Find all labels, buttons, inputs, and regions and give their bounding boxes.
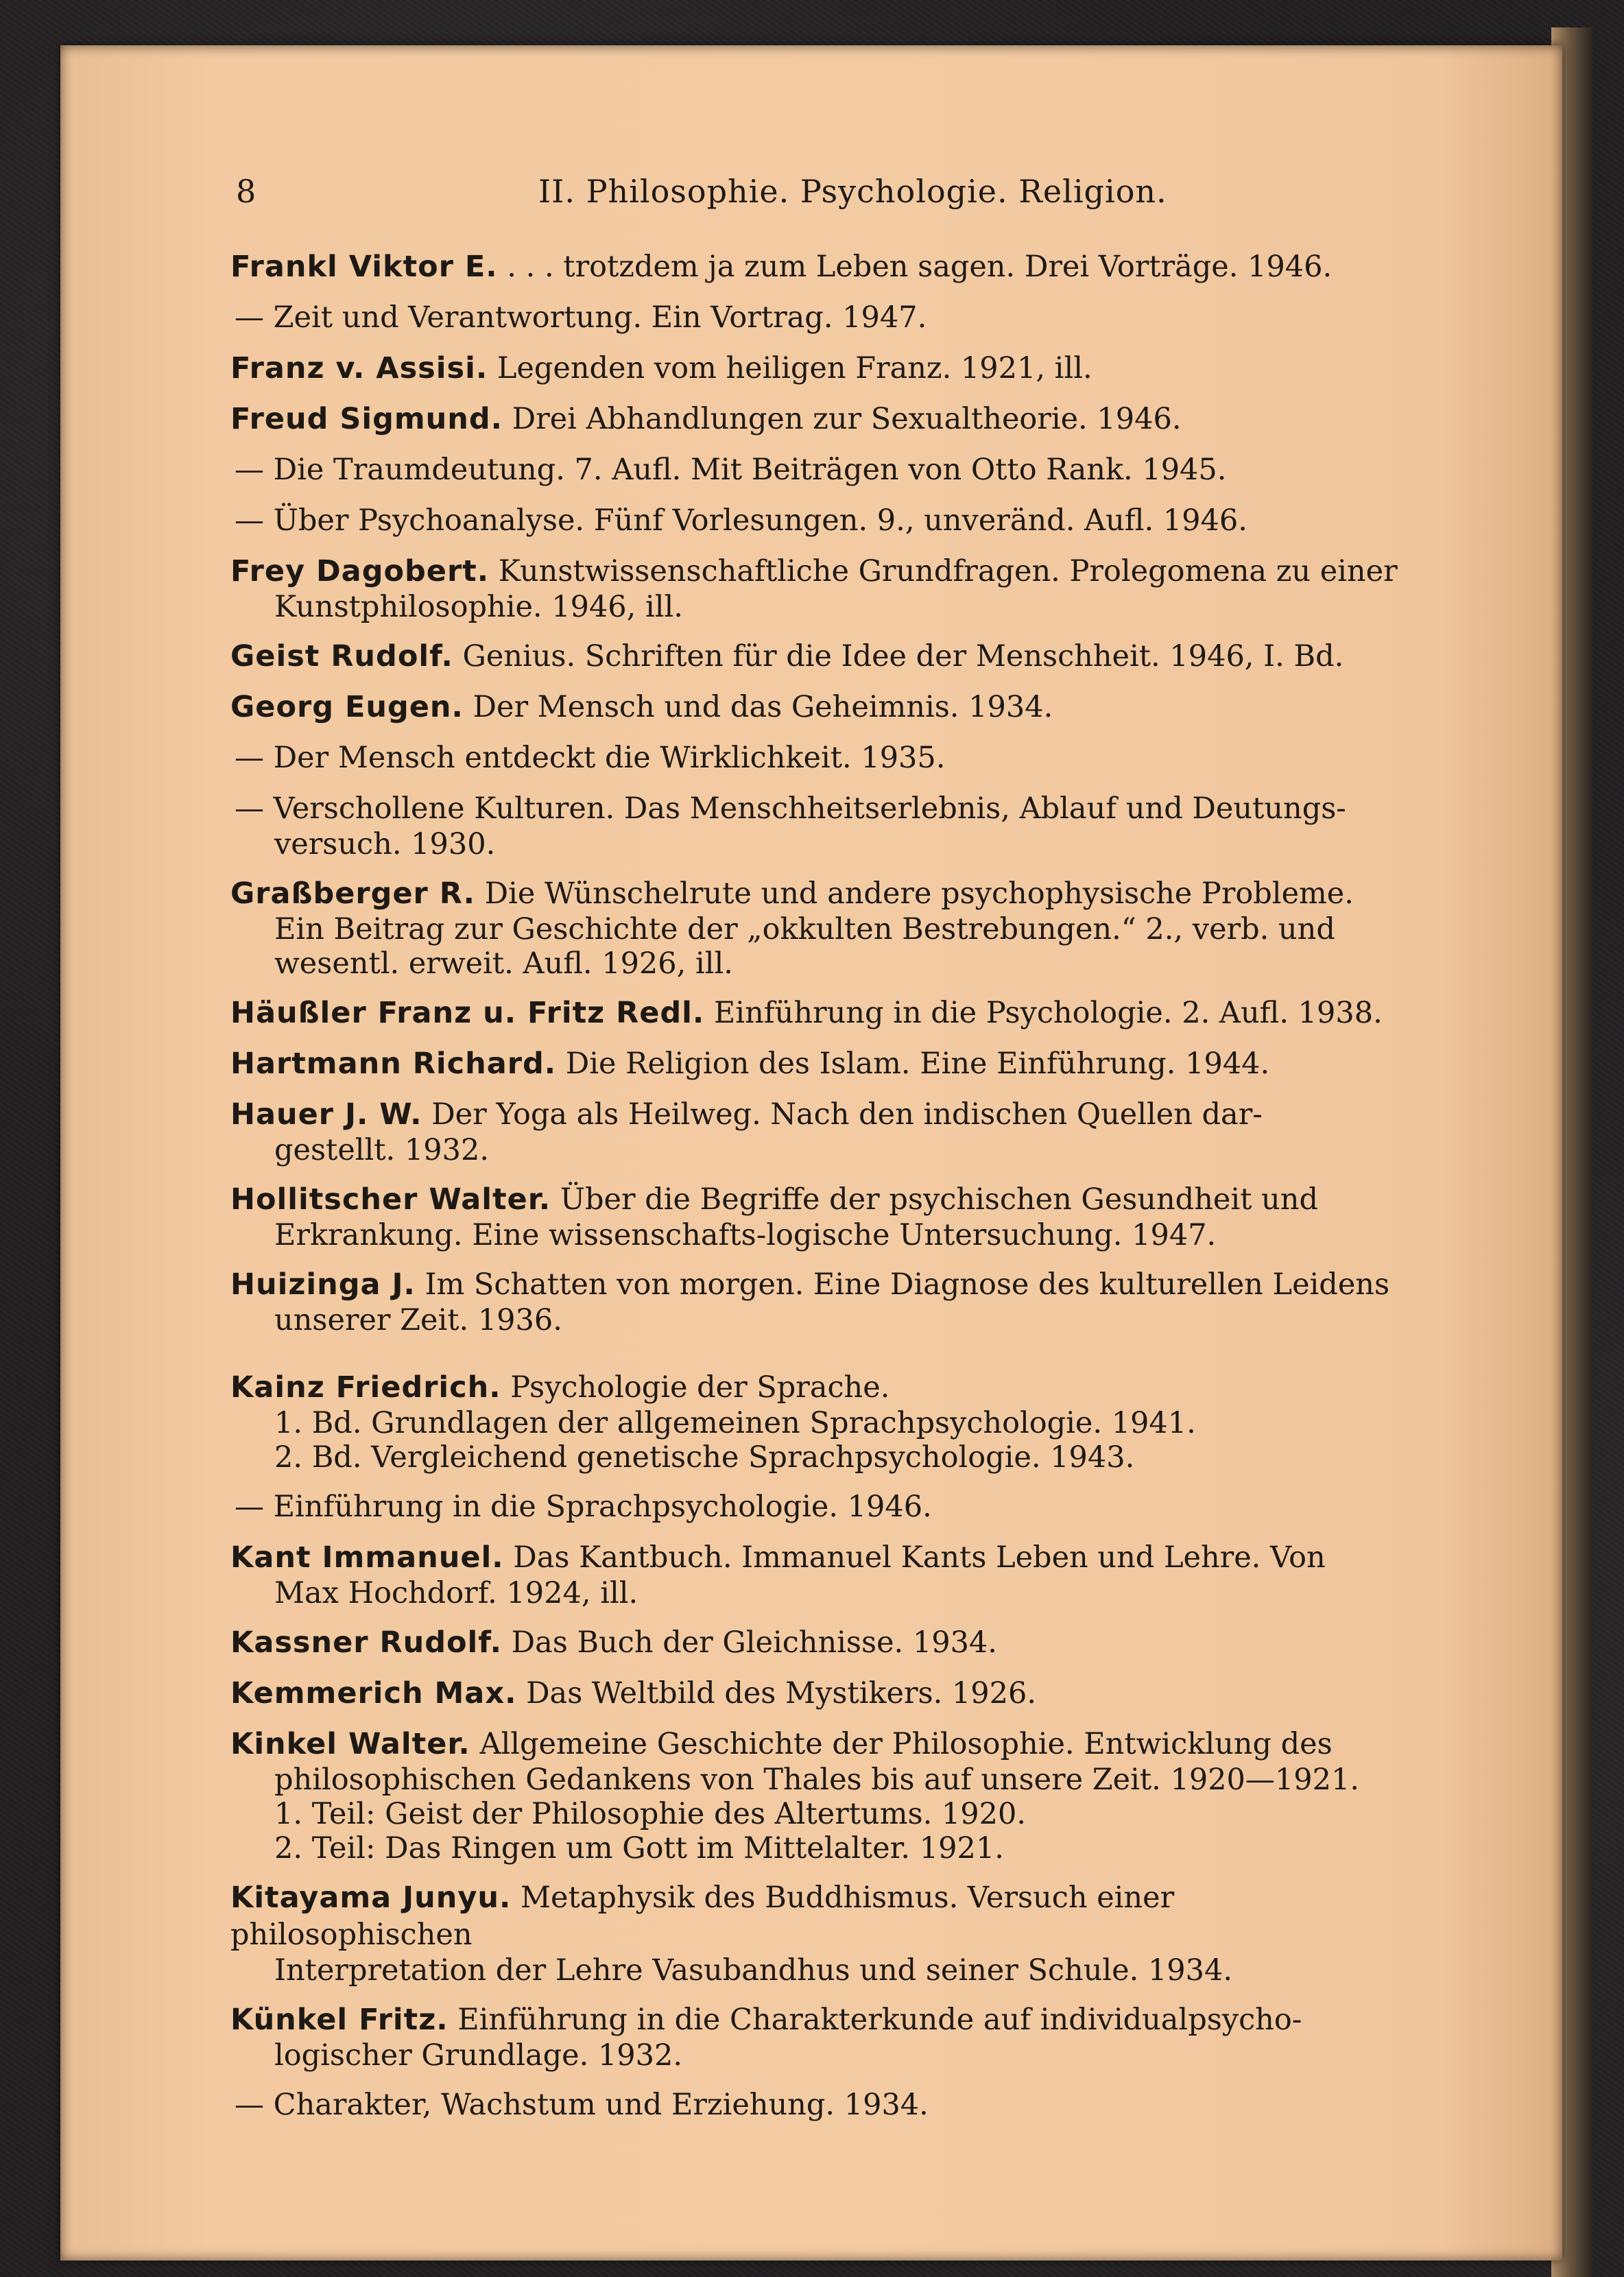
entry-continuation-line: Kunstphilosophie. 1946, ill. xyxy=(274,590,683,624)
entry-author: Frey Dagobert. xyxy=(230,554,490,588)
bibliography-entry xyxy=(230,553,1424,624)
entry-title: Der Mensch und das Geheimnis. 1934. xyxy=(473,690,1053,724)
bibliography-entry xyxy=(230,248,1424,285)
ditto-dash: — xyxy=(235,2088,264,2122)
entry-first-line xyxy=(230,1266,1424,1303)
entry-first-line xyxy=(230,1726,1424,1763)
entry-title: Die Traumdeutung. 7. Aufl. Mit Beiträgen von Otto Rank. 1945. xyxy=(273,453,1227,487)
entry-first-line xyxy=(230,299,1424,336)
entry-author: Graßberger R. xyxy=(230,877,475,911)
entry-title: Der Yoga als Heilweg. Nach den indischen Quellen dar- xyxy=(431,1097,1263,1132)
bibliography-entry xyxy=(230,1045,1424,1082)
entry-author: Kitayama Junyu. xyxy=(230,1881,512,1915)
entry-author: Franz v. Assisi. xyxy=(230,351,488,385)
entry-title: Über die Begriffe der psychischen Gesundheit und xyxy=(560,1182,1318,1217)
bibliography-entry xyxy=(230,638,1424,675)
entry-author: Geist Rudolf. xyxy=(230,639,453,673)
bibliography-entry xyxy=(230,1675,1424,1712)
entry-continuation-line: philosophischen Gedankens von Thales bis auf unsere Zeit. 1920—1921. xyxy=(274,1763,1359,1797)
bibliography-entry xyxy=(230,790,1424,861)
entry-title: Im Schatten von morgen. Eine Diagnose des kulturellen Leidens xyxy=(425,1267,1390,1302)
entry-first-line xyxy=(230,2001,1424,2038)
entry-first-line xyxy=(230,739,1424,776)
entry-title: . . . trotzdem ja zum Leben sagen. Drei Vorträge. 1946. xyxy=(507,250,1333,284)
entry-continuation-line: 1. Teil: Geist der Philosophie des Altertums. 1920. xyxy=(274,1797,1027,1831)
section-title: II. Philosophie. Psychologie. Religion. xyxy=(538,173,1167,210)
bibliography-entry xyxy=(230,1879,1424,1988)
entry-first-line xyxy=(230,1181,1424,1218)
entry-first-line xyxy=(230,553,1424,590)
entry-title: Einführung in die Sprachpsychologie. 1946. xyxy=(273,1490,932,1524)
entry-continuation-line: gestellt. 1932. xyxy=(274,1133,489,1167)
entry-title: Die Wünschelrute und andere psychophysische Probleme. xyxy=(484,877,1354,911)
entry-first-line xyxy=(230,1675,1424,1712)
entry-title: Psychologie der Sprache. xyxy=(510,1370,890,1405)
entry-author: Kinkel Walter. xyxy=(230,1727,470,1761)
entry-title: Charakter, Wachstum und Erziehung. 1934. xyxy=(273,2088,929,2122)
entry-first-line xyxy=(230,401,1424,438)
bibliography-entry xyxy=(230,994,1424,1032)
entry-first-line xyxy=(230,2086,1424,2123)
bibliography-entry xyxy=(230,502,1424,539)
bibliography-entry xyxy=(230,451,1424,488)
entry-title: Kunstwissenschaftliche Grundfragen. Prolegomena zu einer xyxy=(498,554,1398,588)
entry-title: Genius. Schriften für die Idee der Menschheit. 1946, I. Bd. xyxy=(462,639,1344,673)
entry-first-line xyxy=(230,1539,1424,1576)
entry-title: Der Mensch entdeckt die Wirklichkeit. 1935. xyxy=(273,741,946,775)
bibliography-entry xyxy=(230,350,1424,387)
bibliography-entry xyxy=(230,2001,1424,2073)
entry-author: Künkel Fritz. xyxy=(230,2003,449,2037)
entry-first-line xyxy=(230,502,1424,539)
ditto-dash: — xyxy=(235,791,264,826)
bibliography-list xyxy=(230,248,1424,2137)
entry-title: Zeit und Verantwortung. Ein Vortrag. 1947. xyxy=(273,300,927,335)
bibliography-entry xyxy=(230,299,1424,336)
entry-first-line xyxy=(230,689,1424,726)
bibliography-entry xyxy=(230,1369,1424,1475)
entry-author: Hauer J. W. xyxy=(230,1097,422,1132)
entry-author: Hollitscher Walter. xyxy=(230,1182,551,1217)
entry-title: Metaphysik des Buddhismus. Versuch einer philosophischen xyxy=(230,1881,1175,1952)
entry-continuation-line: Erkrankung. Eine wissenschafts-logische Untersuchung. 1947. xyxy=(274,1218,1217,1252)
bibliography-entry xyxy=(230,1726,1424,1865)
entry-continuation-line: logischer Grundlage. 1932. xyxy=(274,2038,683,2073)
entry-title: Einführung in die Charakterkunde auf individualpsycho- xyxy=(457,2003,1302,2037)
entry-first-line xyxy=(230,1488,1424,1525)
entry-title: Das Buch der Gleichnisse. 1934. xyxy=(511,1625,997,1660)
entry-continuation-line: Interpretation der Lehre Vasubandhus und seiner Schule. 1934. xyxy=(274,1953,1233,1988)
entry-title: Einführung in die Psychologie. 2. Aufl. 1938. xyxy=(713,996,1383,1030)
ditto-dash: — xyxy=(235,741,264,775)
entry-continuation-line: Ein Beitrag zur Geschichte der „okkulten Bestrebungen.“ 2., verb. und xyxy=(274,912,1335,946)
ditto-dash: — xyxy=(235,300,264,335)
entry-first-line xyxy=(230,1096,1424,1133)
entry-author: Kemmerich Max. xyxy=(230,1676,517,1710)
entry-first-line xyxy=(230,350,1424,387)
bibliography-entry xyxy=(230,1181,1424,1252)
page-number: 8 xyxy=(236,173,256,210)
entry-continuation-line: Max Hochdorf. 1924, ill. xyxy=(274,1576,638,1610)
bibliography-entry xyxy=(230,1488,1424,1525)
entry-author: Frankl Viktor E. xyxy=(230,250,498,284)
entry-author: Hartmann Richard. xyxy=(230,1047,557,1081)
ditto-dash: — xyxy=(235,503,264,538)
entry-continuation-line: versuch. 1930. xyxy=(274,827,496,861)
entry-title: Legenden vom heiligen Franz. 1921, ill. xyxy=(497,351,1092,385)
bibliography-entry xyxy=(230,2086,1424,2123)
entry-title: Über Psychoanalyse. Fünf Vorlesungen. 9., unveränd. Aufl. 1946. xyxy=(273,503,1247,538)
entry-author: Häußler Franz u. Fritz Redl. xyxy=(230,996,705,1030)
ditto-dash: — xyxy=(235,453,264,487)
bibliography-entry xyxy=(230,1539,1424,1610)
entry-first-line xyxy=(230,875,1424,912)
entry-first-line xyxy=(230,994,1424,1032)
entry-title: Das Kantbuch. Immanuel Kants Leben und Lehre. Von xyxy=(513,1540,1326,1575)
bibliography-entry xyxy=(230,401,1424,438)
entry-continuation-line: unserer Zeit. 1936. xyxy=(274,1303,562,1337)
entry-author: Freud Sigmund. xyxy=(230,402,503,436)
bibliography-entry xyxy=(230,1266,1424,1337)
entry-first-line xyxy=(230,790,1424,827)
entry-title: Das Weltbild des Mystikers. 1926. xyxy=(526,1676,1037,1710)
entry-author: Kainz Friedrich. xyxy=(230,1370,501,1405)
bibliography-entry xyxy=(230,875,1424,981)
entry-first-line xyxy=(230,1369,1424,1406)
entry-first-line xyxy=(230,638,1424,675)
entry-continuation-line: 2. Teil: Das Ringen um Gott im Mittelalter. 1921. xyxy=(274,1831,1004,1865)
entry-author: Kant Immanuel. xyxy=(230,1540,504,1575)
entry-title: Verschollene Kulturen. Das Menschheitserlebnis, Ablauf und Deutungs- xyxy=(273,791,1346,826)
entry-first-line xyxy=(230,1624,1424,1661)
entry-title: Die Religion des Islam. Eine Einführung. 1944. xyxy=(565,1047,1270,1081)
entry-author: Georg Eugen. xyxy=(230,690,464,724)
entry-continuation-line: 1. Bd. Grundlagen der allgemeinen Sprachpsychologie. 1941. xyxy=(274,1406,1196,1440)
entry-title: Drei Abhandlungen zur Sexualtheorie. 1946. xyxy=(512,402,1182,436)
entry-first-line xyxy=(230,1045,1424,1082)
entry-author: Huizinga J. xyxy=(230,1267,416,1302)
entry-author: Kassner Rudolf. xyxy=(230,1625,502,1660)
entry-continuation-line: 2. Bd. Vergleichend genetische Sprachpsychologie. 1943. xyxy=(274,1440,1135,1475)
entry-continuation-line: wesentl. erweit. Aufl. 1926, ill. xyxy=(274,946,733,981)
entry-first-line xyxy=(230,248,1424,285)
bibliography-entry xyxy=(230,1096,1424,1167)
bibliography-entry xyxy=(230,1624,1424,1661)
entry-first-line xyxy=(230,451,1424,488)
bibliography-entry xyxy=(230,739,1424,776)
entry-first-line xyxy=(230,1879,1424,1953)
bibliography-entry xyxy=(230,689,1424,726)
ditto-dash: — xyxy=(235,1490,264,1524)
entry-title: Allgemeine Geschichte der Philosophie. Entwicklung des xyxy=(479,1727,1333,1761)
